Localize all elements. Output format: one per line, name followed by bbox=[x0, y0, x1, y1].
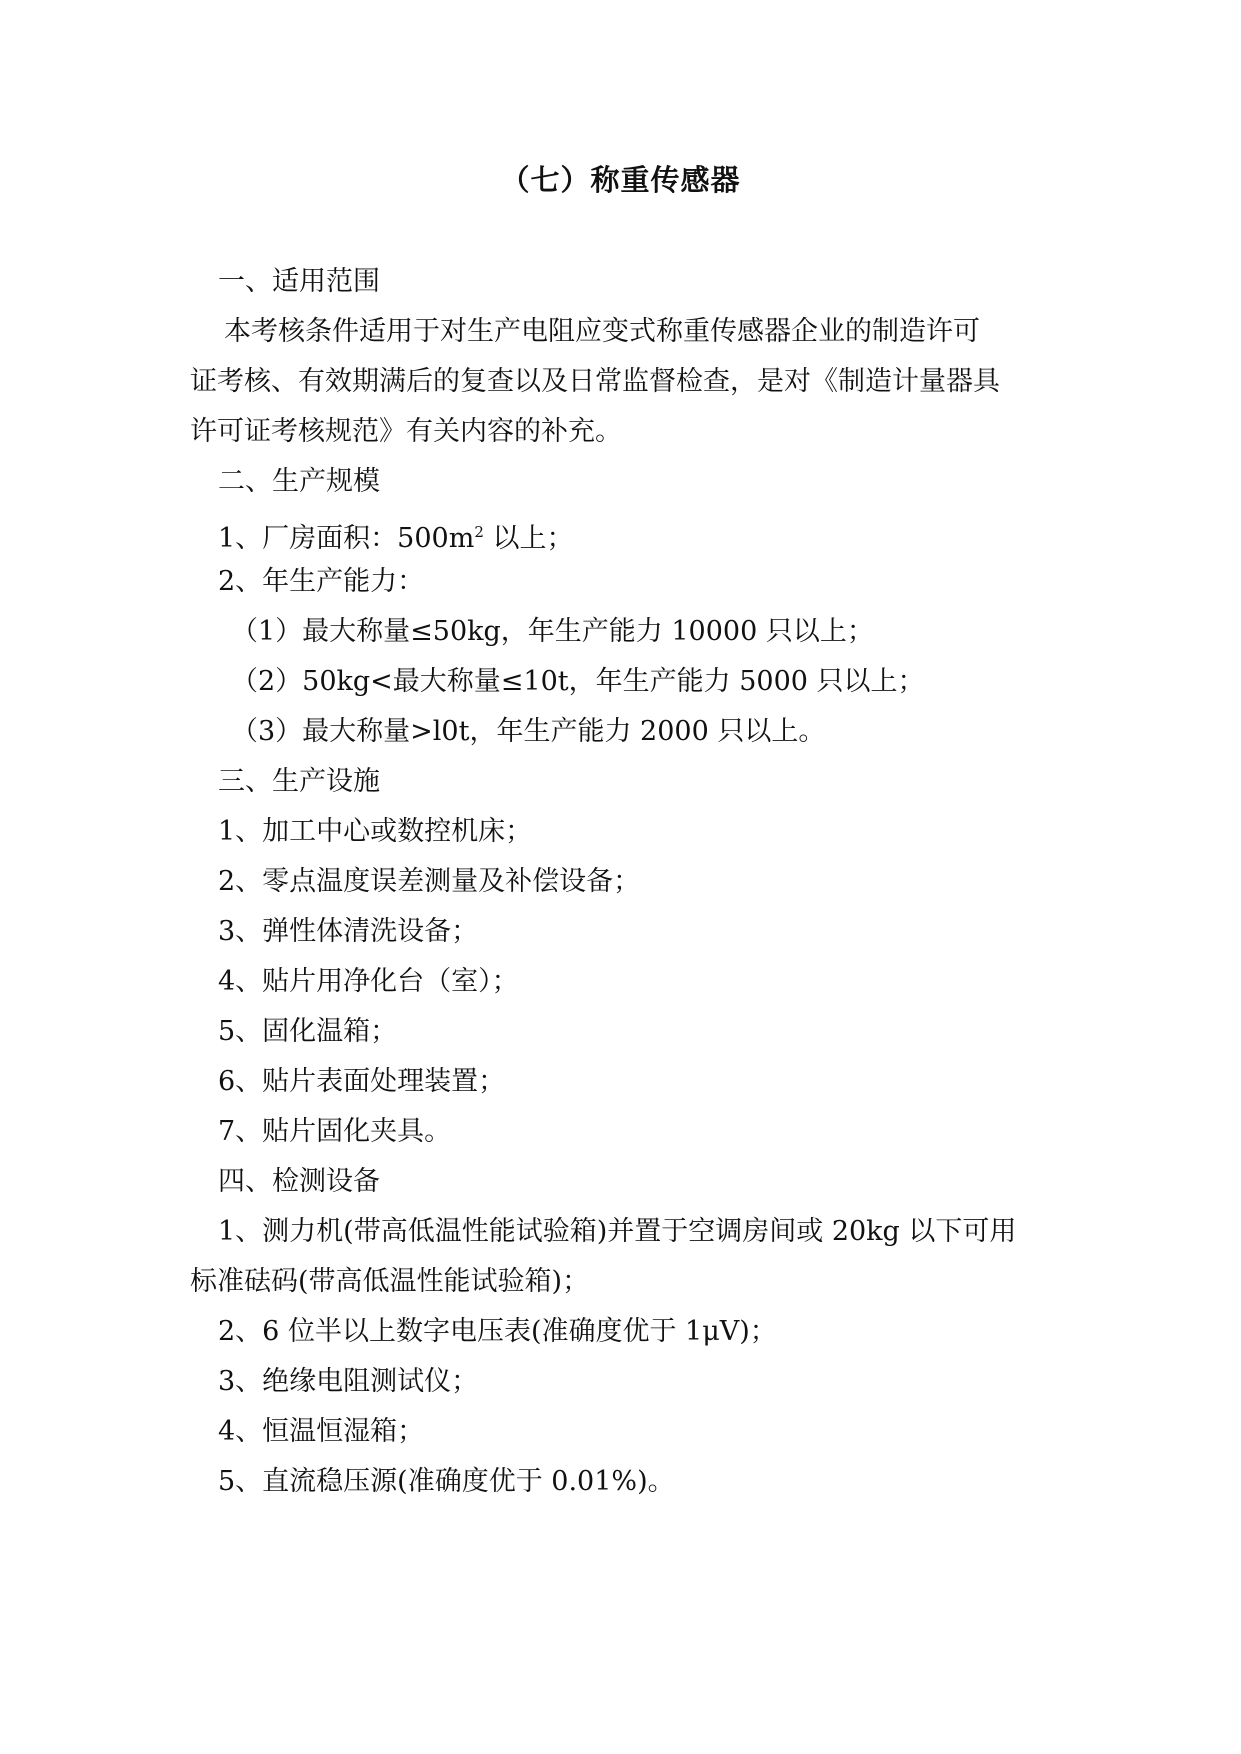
list-item-dc-power-supply: 5、直流稳压源(准确度优于 0.01%)。 bbox=[218, 1466, 675, 1497]
list-item-facility: 3、弹性体清洗设备； bbox=[218, 916, 479, 947]
list-item-force-machine-line-1: 1、测力机(带高低温性能试验箱)并置于空调房间或 20kg 以下可用 bbox=[218, 1216, 1017, 1247]
sub-item-capacity-2: （2）50kg<最大称量≤10t，年生产能力 5000 只以上； bbox=[231, 666, 925, 697]
scope-paragraph-line-2: 证考核、有效期满后的复查以及日常监督检查，是对《制造计量器具 bbox=[190, 366, 1000, 397]
scope-paragraph-line-3: 许可证考核规范》有关内容的补充。 bbox=[190, 416, 622, 447]
list-item-facility: 1、加工中心或数控机床； bbox=[218, 816, 533, 847]
list-item-facility: 2、零点温度误差测量及补偿设备； bbox=[218, 866, 641, 897]
document-title: （七）称重传感器 bbox=[500, 163, 741, 197]
list-item-insulation-tester: 3、绝缘电阻测试仪； bbox=[218, 1366, 479, 1397]
section-heading-production-facilities: 三、生产设施 bbox=[218, 766, 380, 797]
list-item-facility: 7、贴片固化夹具。 bbox=[218, 1116, 452, 1147]
section-heading-scope: 一、适用范围 bbox=[218, 266, 380, 297]
list-item-voltmeter: 2、6 位半以上数字电压表(准确度优于 1μV)； bbox=[218, 1316, 777, 1347]
section-heading-testing-equipment: 四、检测设备 bbox=[218, 1166, 380, 1197]
scope-paragraph-line-1: 本考核条件适用于对生产电阻应变式称重传感器企业的制造许可 bbox=[224, 316, 980, 347]
section-heading-production-scale: 二、生产规模 bbox=[218, 466, 380, 497]
list-item-annual-capacity: 2、年生产能力： bbox=[218, 566, 425, 597]
list-item-facility: 5、固化温箱； bbox=[218, 1016, 398, 1047]
list-item-force-machine-line-2: 标准砝码(带高低温性能试验箱)； bbox=[190, 1266, 590, 1297]
plant-area-suffix: 以上； bbox=[483, 523, 574, 554]
list-item-facility: 6、贴片表面处理装置； bbox=[218, 1066, 506, 1097]
sub-item-capacity-1: （1）最大称量≤50kg，年生产能力 10000 只以上； bbox=[231, 616, 874, 647]
sub-item-capacity-3: （3）最大称量>l0t，年生产能力 2000 只以上。 bbox=[231, 716, 826, 747]
list-item-plant-area bbox=[218, 512, 573, 559]
list-item-facility: 4、贴片用净化台（室）； bbox=[218, 966, 519, 997]
list-item-humidity-chamber: 4、恒温恒湿箱； bbox=[218, 1416, 425, 1447]
plant-area-text: 1、厂房面积：500m bbox=[218, 523, 475, 554]
plant-area-superscript: 2 bbox=[474, 523, 484, 541]
